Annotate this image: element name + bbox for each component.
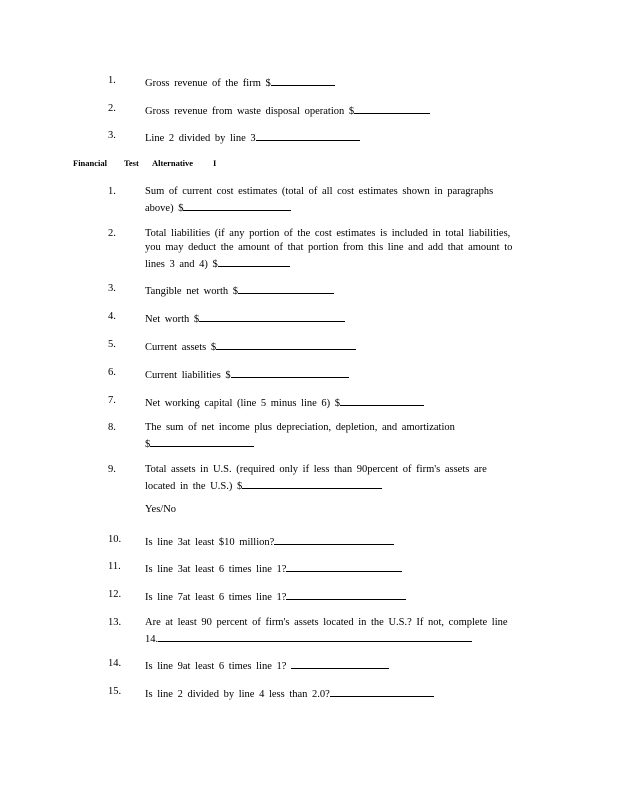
line-number: 8. — [108, 422, 116, 433]
line-text: Total assets in U.S. (required only if less than 90percent of firm's assets are located in the U.S.) $ — [145, 464, 487, 492]
line-text: Is line 2 divided by line 4 less than 2.0? — [145, 685, 535, 702]
fill-in-blank[interactable] — [340, 394, 424, 406]
line-text: Are at least 90 percent of firm's assets located in the U.S.? If not, complete line 14. — [145, 617, 508, 645]
line-text: Is line 7at least 6 times line 1? — [145, 588, 535, 605]
fill-in-blank[interactable] — [271, 74, 335, 86]
line-number: 14. — [108, 658, 122, 669]
line-number: 11. — [108, 561, 121, 572]
line-number: 12. — [108, 589, 122, 600]
line-number: 5. — [108, 339, 116, 350]
line-number: 6. — [108, 367, 116, 378]
fill-in-blank[interactable] — [199, 310, 345, 322]
fill-in-blank[interactable] — [150, 435, 254, 447]
line-text: Current liabilities $ — [145, 366, 535, 383]
line-number: 4. — [108, 311, 116, 322]
line-number: 2. — [108, 228, 116, 239]
line-number: 9. — [108, 464, 116, 475]
line-number: 2. — [108, 103, 116, 114]
fill-in-blank[interactable] — [256, 129, 360, 141]
line-number: 3. — [108, 283, 116, 294]
line-text: Total liabilities (if any portion of the cost estimates is included in total liabilities, you may deduct the amount of that portion from this line and add that amount to lines 3 and 4) $ — [145, 228, 513, 270]
fill-in-blank[interactable] — [183, 199, 291, 211]
fill-in-blank[interactable] — [354, 102, 430, 114]
line-text: Tangible net worth $ — [145, 282, 535, 299]
line-text: Is line 3at least 6 times line 1? — [145, 560, 535, 577]
line-number: 10. — [108, 534, 122, 545]
fill-in-blank[interactable] — [158, 630, 472, 642]
fill-in-blank[interactable] — [216, 338, 356, 350]
fill-in-blank[interactable] — [291, 657, 389, 669]
line-text: Is line 9at least 6 times line 1? — [145, 657, 535, 674]
fill-in-blank[interactable] — [218, 255, 290, 267]
fill-in-blank[interactable] — [286, 588, 406, 600]
line-text: Gross revenue of the firm $ — [145, 74, 535, 91]
yes-no-label: Yes/No — [145, 504, 177, 515]
line-number: 7. — [108, 395, 116, 406]
line-text: Line 2 divided by line 3 — [145, 129, 535, 146]
line-number: 15. — [108, 686, 122, 697]
line-number: 1. — [108, 186, 116, 197]
fill-in-blank[interactable] — [286, 560, 402, 572]
fill-in-blank[interactable] — [330, 685, 434, 697]
line-text: Net working capital (line 5 minus line 6) $ — [145, 394, 535, 411]
fill-in-blank[interactable] — [238, 282, 334, 294]
line-number: 1. — [108, 75, 116, 86]
fill-in-blank[interactable] — [231, 366, 349, 378]
fill-in-blank[interactable] — [242, 477, 382, 489]
line-text: Current assets $ — [145, 338, 535, 355]
line-number: 3. — [108, 130, 116, 141]
fill-in-blank[interactable] — [274, 533, 394, 545]
line-text: Sum of current cost estimates (total of all cost estimates shown in paragraphs above) $ — [145, 186, 494, 214]
line-number: 13. — [108, 617, 122, 628]
line-text: Is line 3at least $10 million? — [145, 533, 535, 550]
line-text: Gross revenue from waste disposal operation $ — [145, 102, 535, 119]
line-text: The sum of net income plus depreciation, depletion, and amortization $ — [145, 422, 455, 450]
line-text: Net worth $ — [145, 310, 535, 327]
section-heading: Financial Test Alternative I — [73, 158, 217, 168]
